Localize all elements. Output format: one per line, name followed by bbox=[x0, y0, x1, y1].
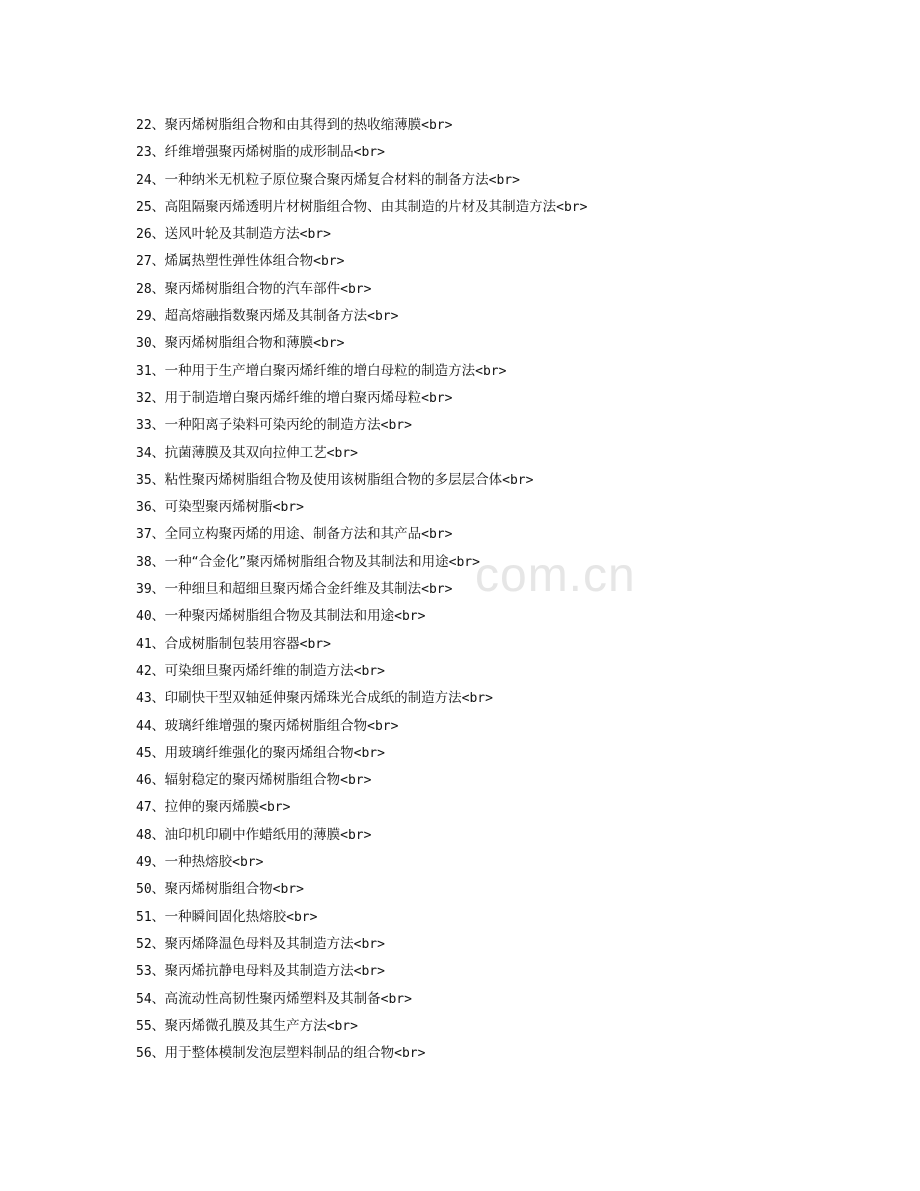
item-br-tag: <br> bbox=[556, 199, 588, 215]
list-item bbox=[136, 740, 587, 767]
item-number: 51、 bbox=[136, 909, 165, 925]
list-item bbox=[136, 194, 587, 221]
item-number: 44、 bbox=[136, 718, 165, 734]
list-item bbox=[136, 904, 587, 931]
item-br-tag: <br> bbox=[272, 500, 304, 516]
item-br-tag: <br> bbox=[448, 554, 480, 570]
item-br-tag: <br> bbox=[326, 445, 358, 461]
item-number: 50、 bbox=[136, 882, 165, 898]
item-number: 40、 bbox=[136, 609, 165, 625]
item-number: 31、 bbox=[136, 363, 165, 379]
item-br-tag: <br> bbox=[286, 909, 318, 925]
list-item bbox=[136, 876, 587, 903]
item-br-tag: <br> bbox=[394, 609, 426, 625]
item-number: 43、 bbox=[136, 691, 165, 707]
item-title: 粘性聚丙烯树脂组合物及使用该树脂组合物的多层层合体 bbox=[164, 471, 503, 488]
list-item bbox=[136, 849, 587, 876]
list-item bbox=[136, 931, 587, 958]
item-br-tag: <br> bbox=[380, 418, 412, 434]
list-item bbox=[136, 576, 587, 603]
item-br-tag: <br> bbox=[353, 663, 385, 679]
item-title: 一种用于生产增白聚丙烯纤维的增白母粒的制造方法 bbox=[164, 362, 476, 379]
item-br-tag: <br> bbox=[299, 636, 331, 652]
item-br-tag: <br> bbox=[340, 281, 372, 297]
list-item bbox=[136, 685, 587, 712]
list-item bbox=[136, 767, 587, 794]
item-br-tag: <br> bbox=[421, 527, 453, 543]
list-item bbox=[136, 1013, 587, 1040]
list-item bbox=[136, 494, 587, 521]
item-br-tag: <br> bbox=[313, 254, 345, 270]
item-number: 49、 bbox=[136, 855, 165, 871]
item-title: 一种热熔胶 bbox=[164, 854, 233, 871]
item-title: 玻璃纤维增强的聚丙烯树脂组合物 bbox=[164, 717, 368, 734]
item-br-tag: <br> bbox=[488, 172, 520, 188]
list-item bbox=[136, 631, 587, 658]
item-br-tag: <br> bbox=[313, 336, 345, 352]
list-item bbox=[136, 221, 587, 248]
item-title: 烯属热塑性弹性体组合物 bbox=[164, 253, 314, 270]
list-item bbox=[136, 794, 587, 821]
item-number: 56、 bbox=[136, 1046, 165, 1062]
item-br-tag: <br> bbox=[461, 691, 493, 707]
item-br-tag: <br> bbox=[353, 745, 385, 761]
item-title: 高流动性高韧性聚丙烯塑料及其制备 bbox=[164, 990, 381, 1007]
item-br-tag: <br> bbox=[353, 964, 385, 980]
list-item bbox=[136, 440, 587, 467]
list-item bbox=[136, 303, 587, 330]
item-number: 48、 bbox=[136, 827, 165, 843]
list-item bbox=[136, 822, 587, 849]
item-br-tag: <br> bbox=[380, 991, 412, 1007]
item-number: 22、 bbox=[136, 118, 165, 133]
item-number: 55、 bbox=[136, 1018, 165, 1034]
watermark: com.cn bbox=[475, 549, 636, 602]
item-number: 27、 bbox=[136, 254, 165, 270]
item-br-tag: <br> bbox=[367, 309, 399, 325]
item-title: 一种聚丙烯树脂组合物及其制法和用途 bbox=[164, 608, 395, 625]
item-number: 32、 bbox=[136, 390, 165, 406]
item-title: 高阻隔聚丙烯透明片材树脂组合物、由其制造的片材及其制造方法 bbox=[164, 198, 557, 215]
list-item bbox=[136, 603, 587, 630]
item-title: 用玻璃纤维强化的聚丙烯组合物 bbox=[164, 744, 354, 761]
list-item bbox=[136, 958, 587, 985]
item-number: 23、 bbox=[136, 145, 165, 161]
item-br-tag: <br> bbox=[353, 145, 385, 161]
item-number: 52、 bbox=[136, 936, 165, 952]
item-title: 纤维增强聚丙烯树脂的成形制品 bbox=[164, 144, 354, 161]
item-title: 聚丙烯抗静电母料及其制造方法 bbox=[164, 963, 354, 980]
item-title: 合成树脂制包装用容器 bbox=[164, 635, 300, 652]
item-number: 33、 bbox=[136, 418, 165, 434]
item-title: 超高熔融指数聚丙烯及其制备方法 bbox=[164, 308, 368, 325]
item-number: 24、 bbox=[136, 172, 165, 188]
list-item bbox=[136, 713, 587, 740]
list-item bbox=[136, 167, 587, 194]
item-br-tag: <br> bbox=[475, 363, 507, 379]
list-item bbox=[136, 330, 587, 357]
item-br-tag: <br> bbox=[340, 773, 372, 789]
item-br-tag: <br> bbox=[421, 390, 453, 406]
item-title: 一种细旦和超细旦聚丙烯合金纤维及其制法 bbox=[164, 581, 422, 598]
item-title: 拉伸的聚丙烯膜 bbox=[164, 799, 260, 816]
list-item bbox=[136, 467, 587, 494]
item-number: 41、 bbox=[136, 636, 165, 652]
list-item bbox=[136, 549, 587, 576]
item-number: 30、 bbox=[136, 336, 165, 352]
list-item bbox=[136, 248, 587, 275]
item-title: 抗菌薄膜及其双向拉伸工艺 bbox=[164, 444, 327, 461]
item-number: 34、 bbox=[136, 445, 165, 461]
item-number: 38、 bbox=[136, 554, 165, 570]
item-number: 39、 bbox=[136, 582, 165, 598]
item-number: 35、 bbox=[136, 472, 165, 488]
list-item bbox=[136, 112, 587, 139]
item-title: 聚丙烯树脂组合物的汽车部件 bbox=[164, 280, 341, 297]
item-title: 送风叶轮及其制造方法 bbox=[164, 226, 300, 243]
item-br-tag: <br> bbox=[272, 882, 304, 898]
item-title: 全同立构聚丙烯的用途、制备方法和其产品 bbox=[164, 526, 422, 543]
item-title: 一种纳米无机粒子原位聚合聚丙烯复合材料的制备方法 bbox=[164, 171, 489, 188]
item-br-tag: <br> bbox=[421, 582, 453, 598]
item-title: 聚丙烯树脂组合物和薄膜 bbox=[164, 335, 314, 352]
item-title: 辐射稳定的聚丙烯树脂组合物 bbox=[164, 772, 341, 789]
list-item bbox=[136, 385, 587, 412]
item-title: 可染细旦聚丙烯纤维的制造方法 bbox=[164, 662, 354, 679]
item-number: 37、 bbox=[136, 527, 165, 543]
item-title: 用于制造增白聚丙烯纤维的增白聚丙烯母粒 bbox=[164, 389, 422, 406]
item-br-tag: <br> bbox=[353, 936, 385, 952]
item-br-tag: <br> bbox=[232, 855, 264, 871]
item-number: 26、 bbox=[136, 227, 165, 243]
item-br-tag: <br> bbox=[326, 1018, 358, 1034]
item-title: 聚丙烯降温色母料及其制造方法 bbox=[164, 935, 354, 952]
item-number: 42、 bbox=[136, 663, 165, 679]
item-title: 油印机印刷中作蜡纸用的薄膜 bbox=[164, 826, 341, 843]
list-item bbox=[136, 986, 587, 1013]
item-number: 29、 bbox=[136, 309, 165, 325]
item-br-tag: <br> bbox=[394, 1046, 426, 1062]
item-title: 聚丙烯微孔膜及其生产方法 bbox=[164, 1017, 327, 1034]
list-item bbox=[136, 1040, 587, 1067]
list-item bbox=[136, 139, 587, 166]
item-title: 聚丙烯树脂组合物和由其得到的热收缩薄膜 bbox=[164, 117, 422, 133]
list-item bbox=[136, 358, 587, 385]
item-title: 一种瞬间固化热熔胶 bbox=[164, 908, 287, 925]
list-item bbox=[136, 521, 587, 548]
item-title: 一种阳离子染料可染丙纶的制造方法 bbox=[164, 417, 381, 434]
item-br-tag: <br> bbox=[421, 118, 453, 133]
item-number: 54、 bbox=[136, 991, 165, 1007]
item-br-tag: <br> bbox=[259, 800, 291, 816]
item-number: 25、 bbox=[136, 199, 165, 215]
item-number: 46、 bbox=[136, 773, 165, 789]
item-title: 一种“合金化”聚丙烯树脂组合物及其制法和用途 bbox=[164, 553, 449, 570]
item-number: 47、 bbox=[136, 800, 165, 816]
item-number: 53、 bbox=[136, 964, 165, 980]
patent-list bbox=[136, 112, 587, 1067]
item-number: 45、 bbox=[136, 745, 165, 761]
item-title: 用于整体模制发泡层塑料制品的组合物 bbox=[164, 1045, 395, 1062]
item-number: 28、 bbox=[136, 281, 165, 297]
item-br-tag: <br> bbox=[340, 827, 372, 843]
item-number: 36、 bbox=[136, 500, 165, 516]
item-br-tag: <br> bbox=[299, 227, 331, 243]
item-br-tag: <br> bbox=[367, 718, 399, 734]
item-br-tag: <br> bbox=[502, 472, 534, 488]
item-title: 聚丙烯树脂组合物 bbox=[164, 881, 273, 898]
item-title: 印刷快干型双轴延伸聚丙烯珠光合成纸的制造方法 bbox=[164, 690, 462, 707]
list-item bbox=[136, 276, 587, 303]
item-title: 可染型聚丙烯树脂 bbox=[164, 499, 273, 516]
list-item bbox=[136, 658, 587, 685]
list-item bbox=[136, 412, 587, 439]
